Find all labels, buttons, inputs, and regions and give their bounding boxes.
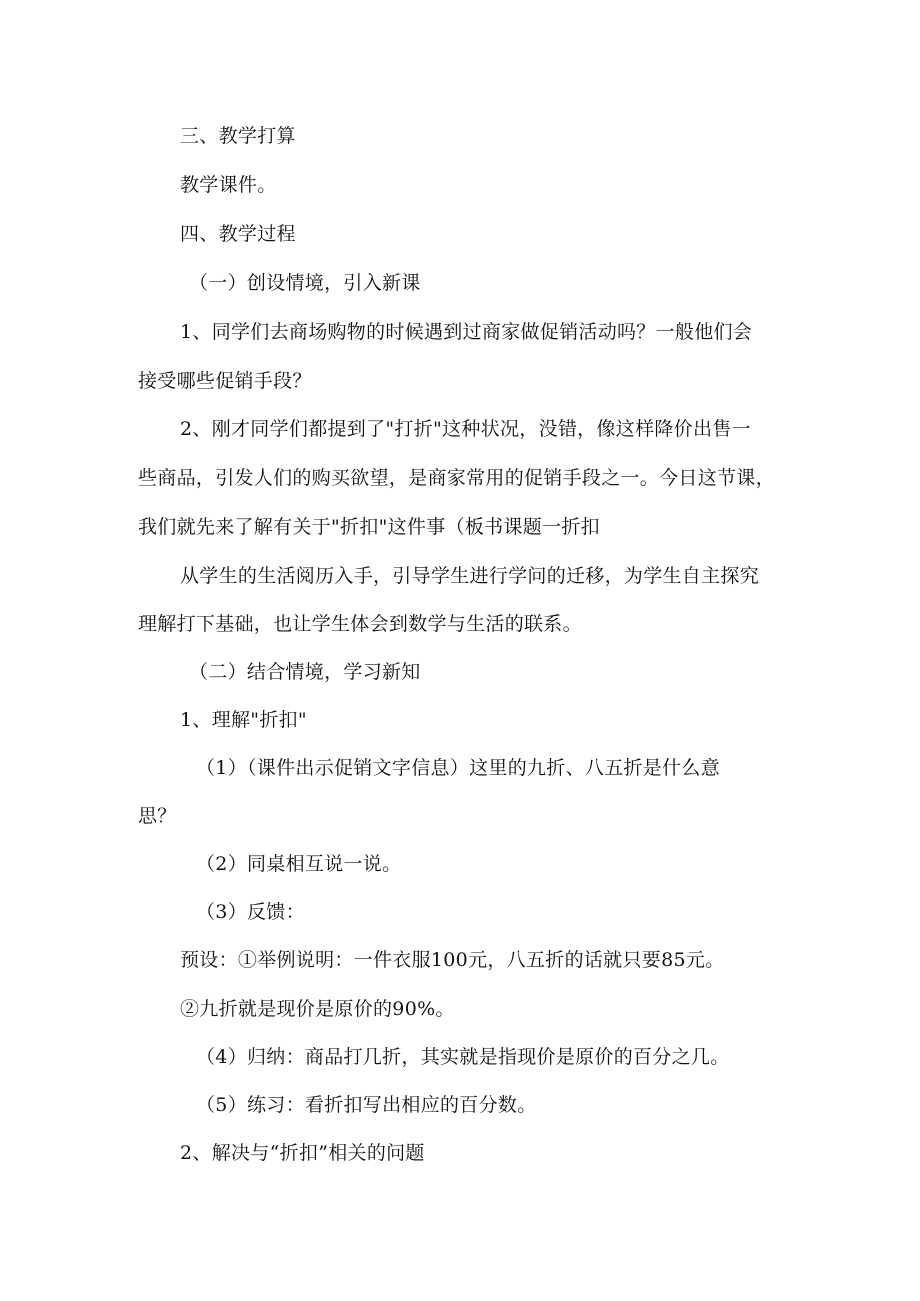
paragraph: 些商品，引发人们的购买欲望，是商家常用的促销手段之一。今日这节课，: [138, 467, 775, 489]
paragraph: 接受哪些促销手段？: [138, 370, 312, 392]
paragraph: 理解打下基础，也让学生体会到数学与生活的联系。: [138, 613, 582, 635]
list-item: （4）归纳：商品打几折，其实就是指现价是原价的百分之几。: [196, 1046, 730, 1068]
paragraph: ②九折就是现价是原价的90%。: [180, 998, 455, 1020]
paragraph: 我们就先来了解有关于"折扣"这件事（板书课题一折扣: [138, 516, 600, 538]
list-item-heading: 1、理解"折扣": [180, 709, 307, 731]
subsection-heading-1: （一）创设情境，引入新课: [189, 272, 421, 294]
paragraph: 1、同学们去商场购物的时候遇到过商家做促销活动吗？一般他们会: [180, 321, 753, 343]
paragraph: 2、刚才同学们都提到了"打折"这种状况，没错，像这样降价出售一: [180, 418, 751, 440]
paragraph: 预设：①举例说明：一件衣服100元，八五折的话就只要85元。: [180, 949, 725, 971]
list-item: （1）（课件出示促销文字信息）这里的九折、八五折是什么意: [196, 757, 720, 779]
list-item: 思？: [138, 805, 177, 827]
list-item: （3）反馈：: [196, 901, 305, 923]
list-item: （2）同桌相互说一说。: [196, 853, 402, 875]
section-heading-3: 三、教学打算: [180, 125, 296, 147]
subsection-heading-2: （二）结合情境，学习新知: [189, 661, 421, 683]
paragraph: 教学课件。: [180, 174, 277, 196]
paragraph: 从学生的生活阅历入手，引导学生进行学问的迁移，为学生自主探究: [180, 565, 760, 587]
list-item-heading: 2、解决与“折扣”相关的问题: [180, 1142, 425, 1164]
section-heading-4: 四、教学过程: [180, 223, 296, 245]
list-item: （5）练习：看折扣写出相应的百分数。: [196, 1094, 537, 1116]
